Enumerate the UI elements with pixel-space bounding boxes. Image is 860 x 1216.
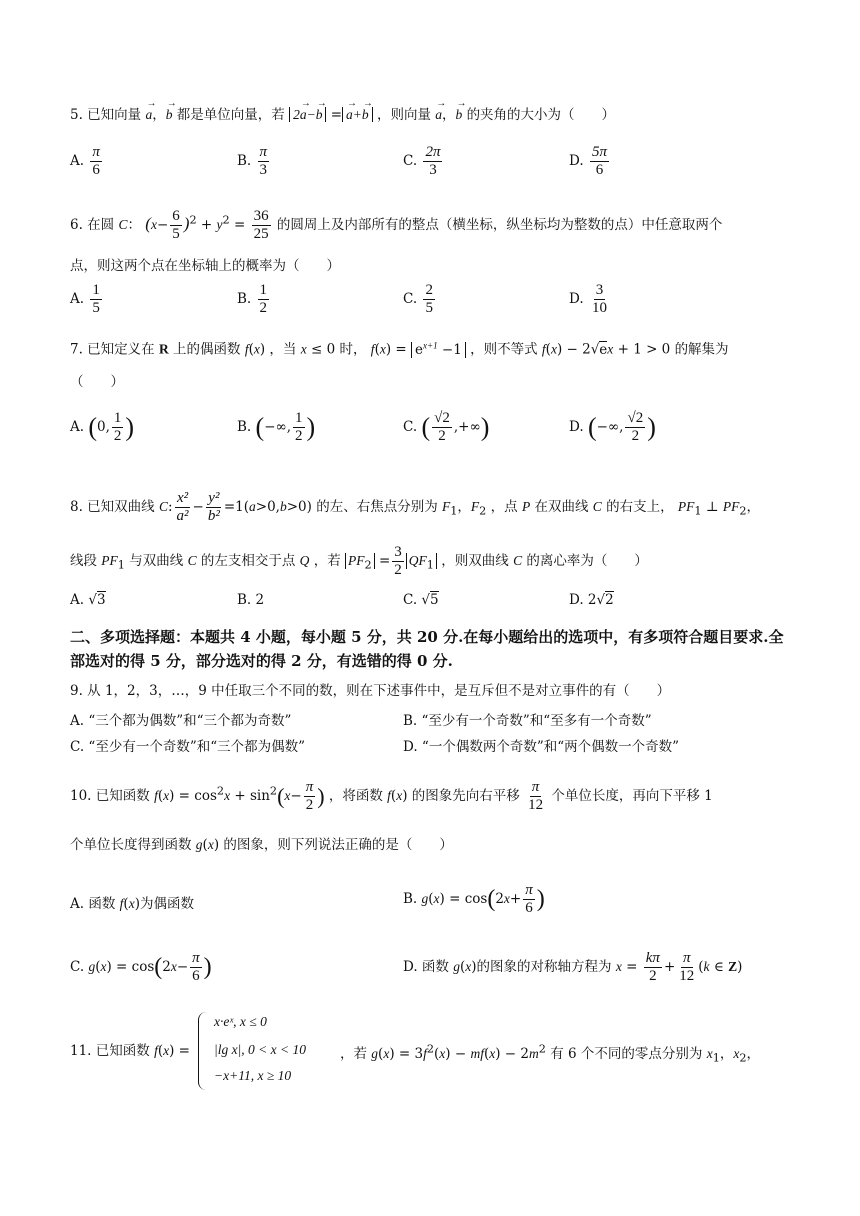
q8-stem-line2: 线段 $PF_1$ 与双曲线 C 的左支相交于点 Q ，若 $PF_2$ = $\frac{3}{2}$ $QF_1$ ，则双曲线 C 的离心率为（ ） [70, 544, 648, 578]
q5-text-b: 都是单位向量，若 [176, 107, 285, 123]
q11-piece-2: |lg x|, 0 < x < 10 [214, 1042, 307, 1057]
q11-stem: 11. 已知函数 f(x) = [70, 1043, 190, 1059]
q9-option-b[interactable]: B. “至少有一个奇数”和“至多有一个奇数” [403, 713, 652, 729]
q9-option-a[interactable]: A. “三个都为偶数”和“三个都为奇数” [70, 713, 292, 729]
piecewise-brace [198, 1012, 209, 1090]
q8-option-b[interactable]: B. 2 [237, 592, 265, 608]
q10-stem: 10. 已知函数 $f(x) = \cos^2x + \sin^2(x-$ $\frac{\pi}{2}$ ) ，将函数 f(x) 的图象先向右平移 $\frac{\pi}{12}$ 个单位长度，再向下平移 1 [70, 779, 713, 813]
q5-text-c: ，则向量 [376, 107, 431, 123]
q10-option-c[interactable]: C. g(x) = cos(2x− $\frac{\pi}{6}$ ) [70, 950, 212, 984]
q7-option-a[interactable]: A. (0, $\frac{1}{2}$ ) [70, 410, 135, 444]
q5-stem: 5. 已知向量 → a，→ b 都是单位向量，若 2→ a−→ b =→ a+→ b ，则向量 → a，→ b 的夹角的大小为（ ） [70, 106, 615, 124]
q10-option-b[interactable]: B. g(x) = cos(2x+ $\frac{\pi}{6}$ ) [403, 882, 545, 916]
q5-option-d[interactable]: D. $\frac{5\pi}{6}$ [569, 144, 607, 178]
q6-option-a[interactable]: A. $\frac{1}{5}$ [70, 282, 100, 316]
q5-text-a: 5. 已知向量 [70, 107, 142, 123]
q5-option-c[interactable]: C. $\frac{2\pi}{3}$ [403, 144, 441, 178]
q10-option-a[interactable]: A. 函数 f(x)为偶函数 [70, 896, 194, 912]
q11-piece-3: −x+11, x ≥ 10 [214, 1068, 292, 1083]
q7-option-b[interactable]: B. (−∞, $\frac{1}{2}$ ) [237, 410, 316, 444]
q6-stem-line2: 点，则这两个点在坐标轴上的概率为（ ） [70, 258, 340, 274]
q8-option-d[interactable]: D. 2√2 [569, 592, 614, 608]
q11-piece-1: x·eˣ, x ≤ 0 [214, 1014, 267, 1029]
q9-option-d[interactable]: D. “一个偶数两个奇数”和“两个偶数一个奇数” [403, 739, 680, 755]
q6-stem: 6. 在圆 C： (x− $\frac{6}{5}$ )$^2 + y^2$ = $\frac{36}{25}$ 的圆周上及内部所有的整点（横坐标，纵坐标均为整数的点）中任意取两个 [70, 208, 723, 242]
q7-stem: 7. 已知定义在 R 上的偶函数 f(x) ，当 x ≤ 0 时， $f(x) = e^{x+1} -1$ ，则不等式 f(x) − 2√ex + 1 > 0 的解集为 [70, 340, 729, 358]
q5-option-b[interactable]: B. $\frac{\pi}{3}$ [237, 144, 268, 178]
q10-stem-line2: 个单位长度得到函数 g(x) 的图象，则下列说法正确的是（ ） [70, 837, 453, 853]
q11-stem-continued: ，若 $g(x) = 3f^2(x) - mf(x) - 2m^2$ 有 6 个不同的零点分别为 $x_1$，$x_2$， [340, 1042, 761, 1065]
q5-option-a[interactable]: A. $\frac{\pi}{6}$ [70, 144, 100, 178]
q6-option-d[interactable]: D. $\frac{3}{10}$ [569, 282, 607, 316]
q5-text-d: 的夹角的大小为（ ） [466, 107, 616, 123]
section-heading: 二、多项选择题：本题共 4 小题，每小题 5 分，共 20 分.在每小题给出的选项中，有多项符合题目要求.全部选对的得 5 分，部分选对的得 2 分，有选错的得 0 分. [70, 628, 784, 670]
q6-option-c[interactable]: C. $\frac{2}{5}$ [403, 282, 433, 316]
q9-option-c[interactable]: C. “至少有一个奇数”和“三个都为偶数” [70, 739, 306, 755]
q10-option-d[interactable]: D. 函数 g(x)的图象的对称轴方程为 x = $\frac{k\pi}{2}$ + $\frac{\pi}{12}$ (k ∈ Z) [403, 950, 743, 984]
q7-option-c[interactable]: C. ( $\frac{√2}{2}$ ,+∞) [403, 410, 490, 444]
q6-option-b[interactable]: B. $\frac{1}{2}$ [237, 282, 268, 316]
q8-option-c[interactable]: C. √5 [403, 592, 439, 608]
q8-stem: 8. 已知双曲线 C: $\frac{\text{x²}}{\text{a²}}$ − $\frac{\text{y²}}{\text{b²}}$ =1(a>0,b>0) 的左、右焦点分别为 $F_1$，$F_2$ ，点 P 在双曲线 C 的右支上， $PF_1$ ⊥ $PF_2$， [70, 490, 761, 524]
q9-stem: 9. 从 1，2，3，…，9 中任取三个不同的数，则在下述事件中，是互斥但不是对立事件的有（ ） [70, 683, 671, 699]
q7-paren: （ ） [70, 374, 124, 390]
q8-option-a[interactable]: A. √3 [70, 592, 106, 608]
q7-option-d[interactable]: D. (−∞, $\frac{√2}{2}$ ) [569, 410, 656, 444]
